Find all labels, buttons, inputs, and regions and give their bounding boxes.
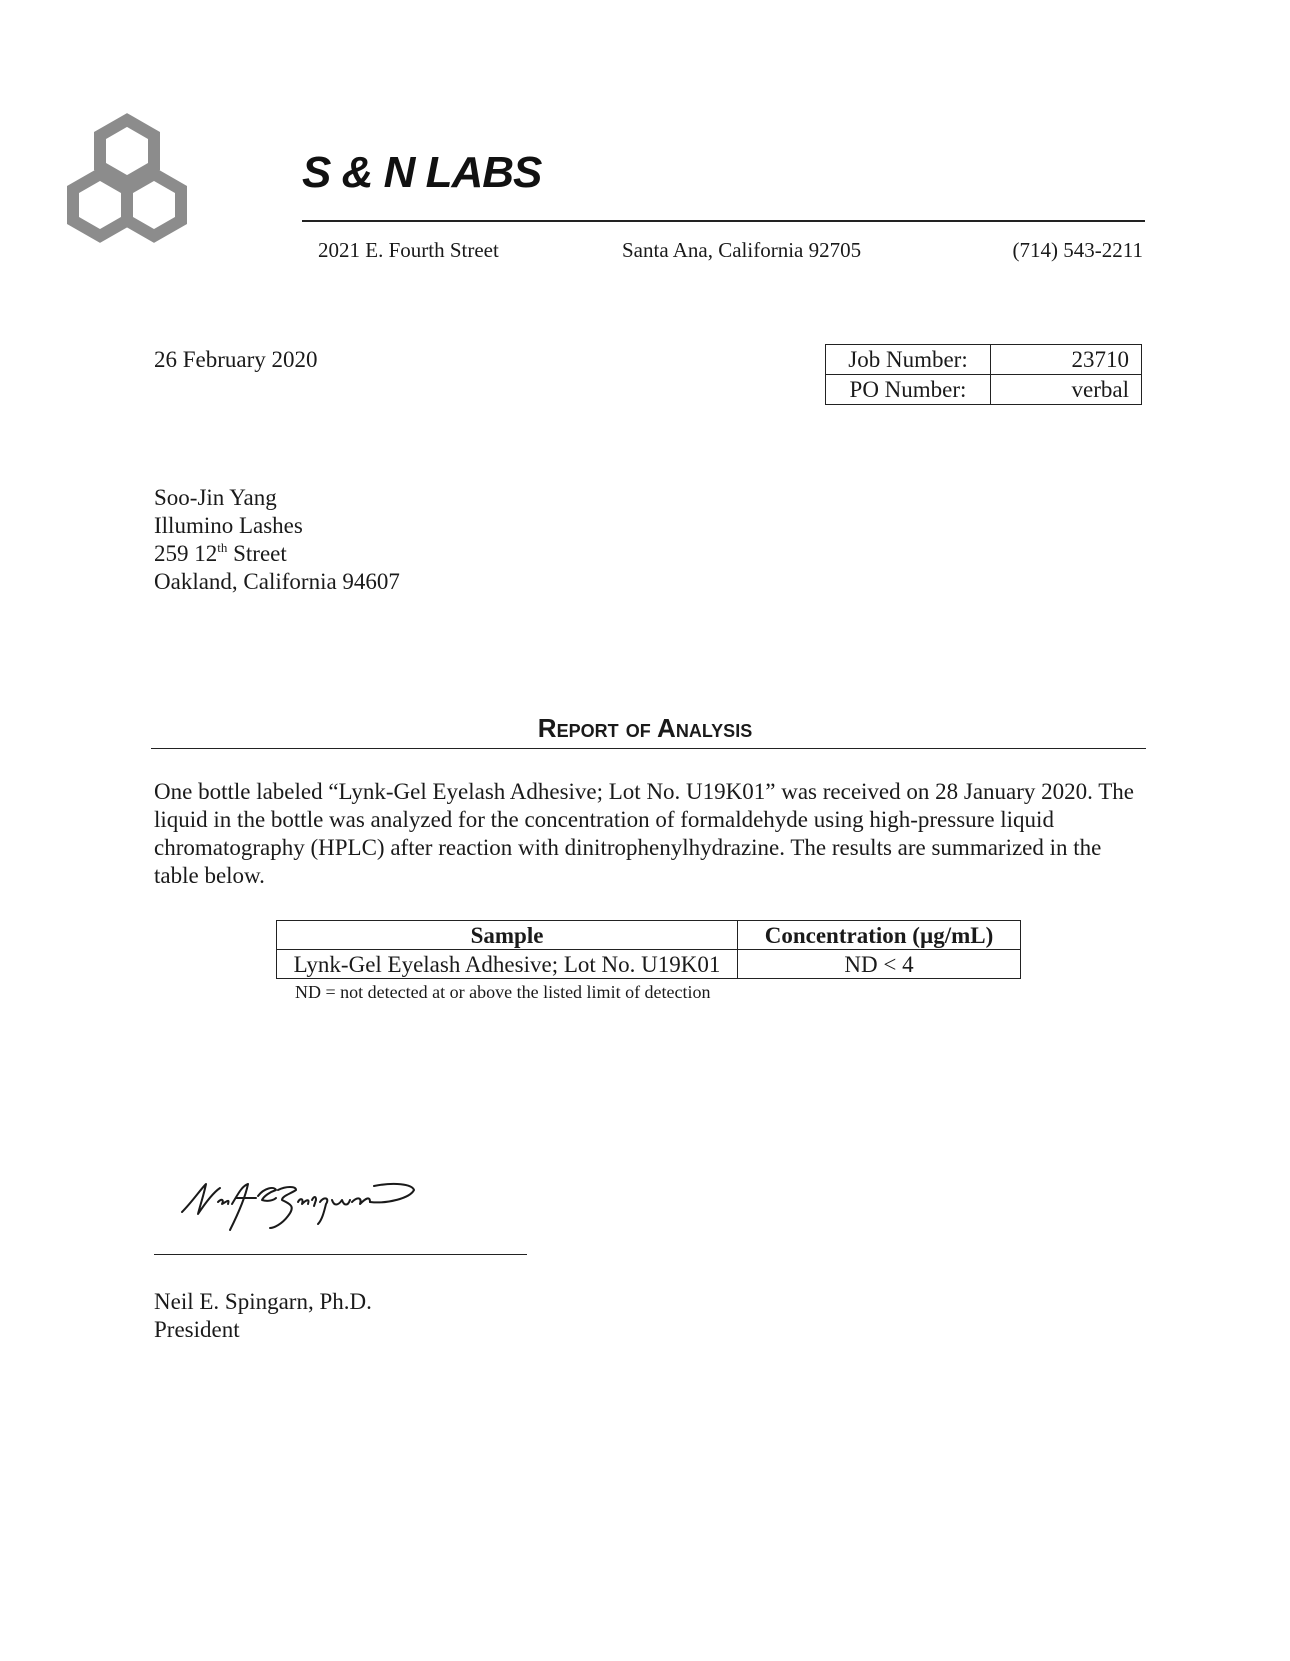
company-city: Santa Ana, California 92705 <box>622 238 862 262</box>
report-date: 26 February 2020 <box>154 347 318 372</box>
recipient-street-suffix: Street <box>227 541 287 566</box>
job-number-row <box>826 345 1142 375</box>
recipient-street <box>154 540 400 568</box>
results-header-row <box>277 921 1021 950</box>
company-street: 2021 E. Fourth Street <box>318 238 499 262</box>
recipient-company: Illumino Lashes <box>154 513 303 538</box>
company-logo-hexagons-icon <box>62 112 192 252</box>
recipient-street-sup: th <box>217 540 228 555</box>
signer-block <box>154 1288 372 1344</box>
po-number-label: PO Number: <box>826 375 991 405</box>
job-info-table <box>825 344 1142 405</box>
cell-concentration: ND < 4 <box>738 950 1021 979</box>
po-number-row <box>826 375 1142 405</box>
header-divider <box>302 220 1145 222</box>
table-footnote: ND = not detected at or above the listed limit of detection <box>295 982 711 1002</box>
signature-icon <box>178 1176 418 1236</box>
company-phone: (714) 543-2211 <box>1012 238 1143 262</box>
cell-sample: Lynk-Gel Eyelash Adhesive; Lot No. U19K01 <box>277 950 738 979</box>
recipient-street-number: 259 12 <box>154 541 218 566</box>
recipient-address <box>154 484 400 596</box>
job-number-value: 23710 <box>991 345 1142 375</box>
report-body: One bottle labeled “Lynk-Gel Eyelash Adhesive; Lot No. U19K01” was received on 28 January 2020. The liquid in the bottle was analyzed for the concentration of formaldehyde using high-pressure liquid chromatography (HPLC) after reaction with dinitrophenylhydrazine. The results are summarized in the table below. <box>154 779 1135 888</box>
signer-title: President <box>154 1317 240 1342</box>
signer-name: Neil E. Spingarn, Ph.D. <box>154 1289 372 1314</box>
recipient-name: Soo-Jin Yang <box>154 485 277 510</box>
header-sample: Sample <box>277 921 738 950</box>
recipient-city: Oakland, California 94607 <box>154 569 400 594</box>
signature-line <box>154 1254 527 1255</box>
table-row <box>277 950 1021 979</box>
report-title: Report of Analysis <box>537 713 753 743</box>
job-number-label: Job Number: <box>826 345 991 375</box>
po-number-value: verbal <box>991 375 1142 405</box>
results-table <box>276 920 1021 979</box>
company-name: S & N LABS <box>302 148 542 197</box>
header-concentration: Concentration (µg/mL) <box>738 921 1021 950</box>
report-title-divider <box>151 748 1146 749</box>
